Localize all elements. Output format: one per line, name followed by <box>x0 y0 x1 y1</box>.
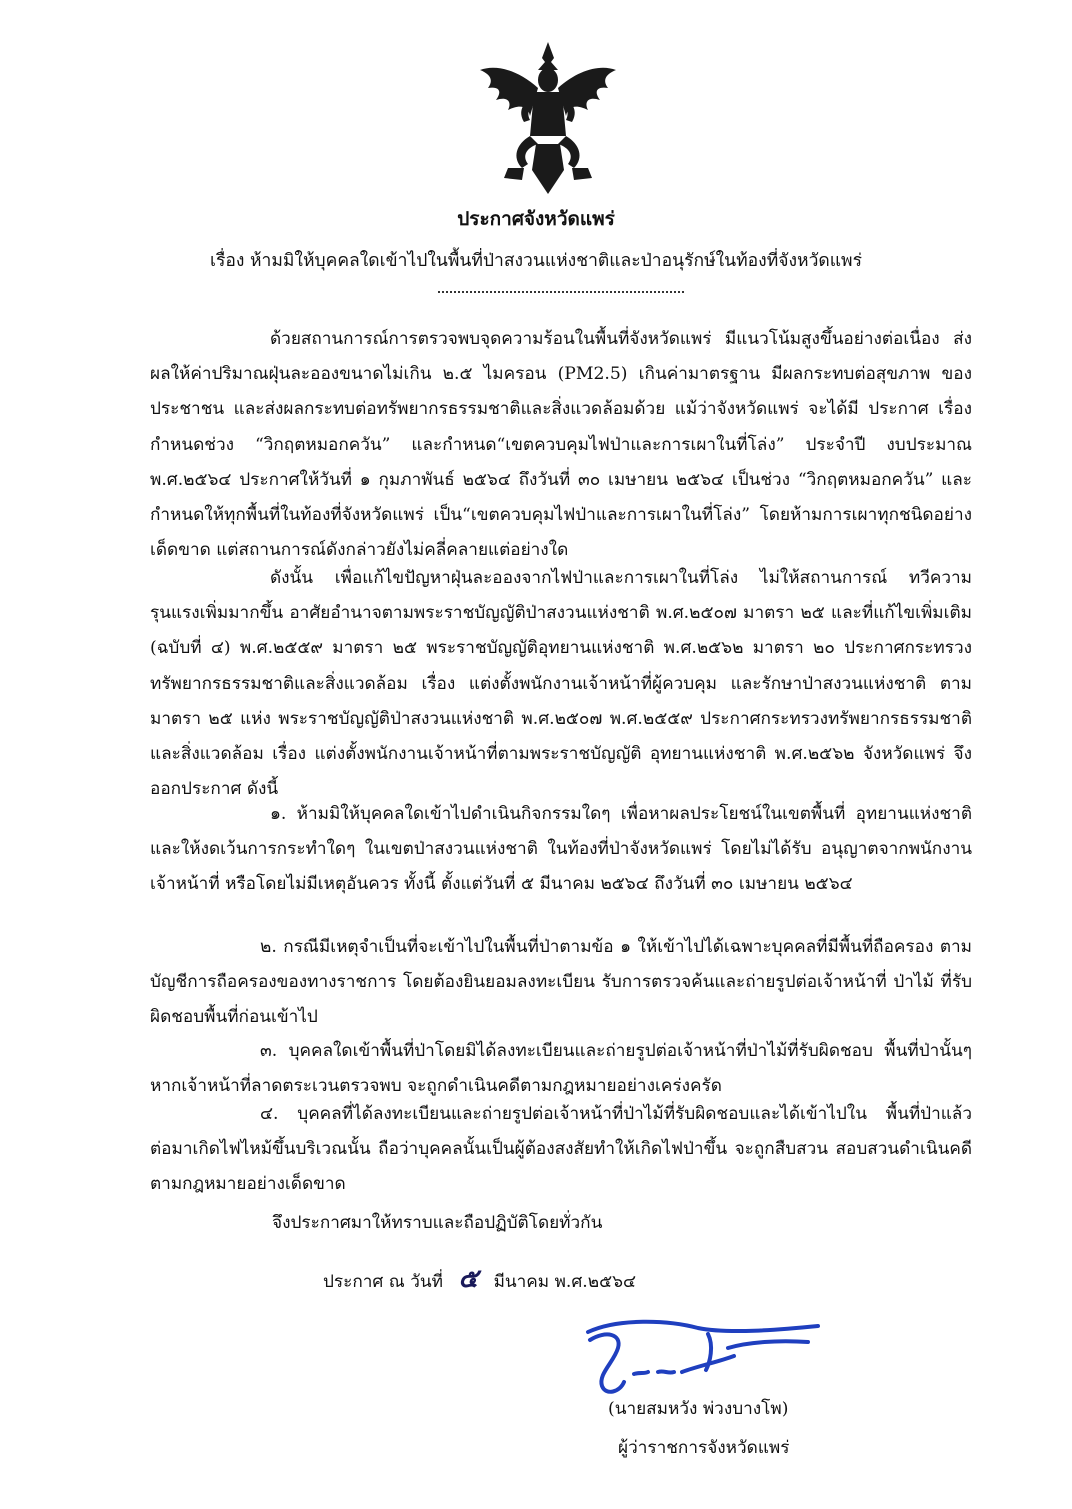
announcement-subject: เรื่อง ห้ามมิให้บุคคลใดเข้าไปในพื้นที่ป่าสงวนแห่งชาติและป่าอนุรักษ์ในท้องที่จังหวัดแพร่ <box>210 251 862 271</box>
paragraph-background: ด้วยสถานการณ์การตรวจพบจุดความร้อนในพื้นที่จังหวัดแพร่ มีแนวโน้มสูงขึ้นอย่างต่อเนื่อง ส่งผลให้ค่าปริมาณฝุ่นละอองขนาดไม่เกิน ๒.๕ ไมครอน (PM2.5) เกินค่ามาตรฐาน มีผลกระทบต่อสุขภาพ ของประชาชน และส่งผลกระทบต่อทรัพยากรธรรมชาติและสิ่งแวดล้อมด้วย แม้ว่าจังหวัดแพร่ จะได้มี ประกาศ เรื่อง กำหนดช่วง “วิกฤตหมอกควัน” และกำหนด“เขตควบคุมไฟป่าและการเผาในที่โล่ง” ประจำปี งบประมาณ พ.ศ.๒๕๖๔ ประกาศให้วันที่ ๑ กุมภาพันธ์ ๒๕๖๔ ถึงวันที่ ๓๐ เมษายน ๒๕๖๔ เป็นช่วง “วิกฤตหมอกควัน” และกำหนดให้ทุกพื้นที่ในท้องที่จังหวัดแพร่ เป็น“เขตควบคุมไฟป่าและการเผาในที่โล่ง” โดยห้ามการเผาทุกชนิดอย่างเด็ดขาด แต่สถานการณ์ดังกล่าวยังไม่คลี่คลายแต่อย่างใด <box>150 329 972 561</box>
clause-1: ๑. ห้ามมิให้บุคคลใดเข้าไปดำเนินกิจกรรมใดๆ เพื่อหาผลประโยชน์ในเขตพื้นที่ อุทยานแห่งชาติ และให้งดเว้นการกระทำใดๆ ในเขตป่าสงวนแห่งชาติ ในท้องที่ป่าจังหวัดแพร่ โดยไม่ได้รับ อนุญาตจากพนักงานเจ้าหน้าที่ หรือโดยไม่มีเหตุอันควร ทั้งนี้ ตั้งแต่วันที่ ๕ มีนาคม ๒๕๖๔ ถึงวันที่ ๓๐ เมษายน ๒๕๖๔ <box>150 804 972 895</box>
closing-statement: จึงประกาศมาให้ทราบและถือปฏิบัติโดยทั่วกัน <box>272 1213 603 1233</box>
clause-2: ๒. กรณีมีเหตุจำเป็นที่จะเข้าไปในพื้นที่ป่าตามข้อ ๑ ให้เข้าไปได้เฉพาะบุคคลที่มีพื้นที่ถือครอง ตามบัญชีการถือครองของทางราชการ โดยต้องยินยอมลงทะเบียน รับการตรวจค้นและถ่ายรูปต่อเจ้าหน้าที่ ป่าไม้ ที่รับผิดชอบพื้นที่ก่อนเข้าไป <box>150 937 972 1028</box>
date-suffix: มีนาคม พ.ศ.๒๕๖๔ <box>493 1272 637 1292</box>
signer-name: (นายสมหวัง พ่วงบางโพ) <box>608 1399 789 1419</box>
handwritten-signature <box>578 1312 828 1402</box>
clause-4: ๔. บุคคลที่ได้ลงทะเบียนและถ่ายรูปต่อเจ้าหน้าที่ป่าไม้ที่รับผิดชอบและได้เข้าไปใน พื้นที่ป่าแล้ว ต่อมาเกิดไฟไหม้ขึ้นบริเวณนั้น ถือว่าบุคคลนั้นเป็นผู้ต้องสงสัยทำให้เกิดไฟป่าขึ้น จะถูกสืบสวน สอบสวนดำเนินคดีตามกฎหมายอย่างเด็ดขาด <box>150 1104 972 1195</box>
announcement-date <box>323 1258 636 1299</box>
date-prefix: ประกาศ ณ วันที่ <box>323 1272 443 1292</box>
clause-3: ๓. บุคคลใดเข้าพื้นที่ป่าโดยมิได้ลงทะเบียนและถ่ายรูปต่อเจ้าหน้าที่ป่าไม้ที่รับผิดชอบ พื้นที่ป่านั้นๆ หากเจ้าหน้าที่ลาดตระเวนตรวจพบ จะถูกดำเนินคดีตามกฎหมายอย่างเคร่งครัด <box>150 1041 972 1097</box>
date-day: ๕ <box>458 1264 479 1294</box>
paragraph-authority: ดังนั้น เพื่อแก้ไขปัญหาฝุ่นละอองจากไฟป่าและการเผาในที่โล่ง ไม่ให้สถานการณ์ ทวีความรุนแรงเพิ่มมากขึ้น อาศัยอำนาจตามพระราชบัญญัติป่าสงวนแห่งชาติ พ.ศ.๒๕๐๗ มาตรา ๒๕ และที่แก้ไขเพิ่มเติม (ฉบับที่ ๔) พ.ศ.๒๕๕๙ มาตรา ๒๕ พระราชบัญญัติอุทยานแห่งชาติ พ.ศ.๒๕๖๒ มาตรา ๒๐ ประกาศกระทรวงทรัพยากรธรรมชาติและสิ่งแวดล้อม เรื่อง แต่งตั้งพนักงานเจ้าหน้าที่ผู้ควบคุม และรักษาป่าสงวนแห่งชาติ ตามมาตรา ๒๕ แห่ง พระราชบัญญัติป่าสงวนแห่งชาติ พ.ศ.๒๕๐๗ พ.ศ.๒๕๕๙ ประกาศกระทรวงทรัพยากรธรรมชาติและสิ่งแวดล้อม เรื่อง แต่งตั้งพนักงานเจ้าหน้าที่ตามพระราชบัญญัติ อุทยานแห่งชาติ พ.ศ.๒๕๖๒ จังหวัดแพร่ จึงออกประกาศ ดังนี้ <box>150 568 972 800</box>
garuda-emblem-icon <box>478 40 618 200</box>
dotted-divider <box>438 291 684 293</box>
announcement-title: ประกาศจังหวัดแพร่ <box>457 208 615 230</box>
signer-title: ผู้ว่าราชการจังหวัดแพร่ <box>618 1438 790 1458</box>
